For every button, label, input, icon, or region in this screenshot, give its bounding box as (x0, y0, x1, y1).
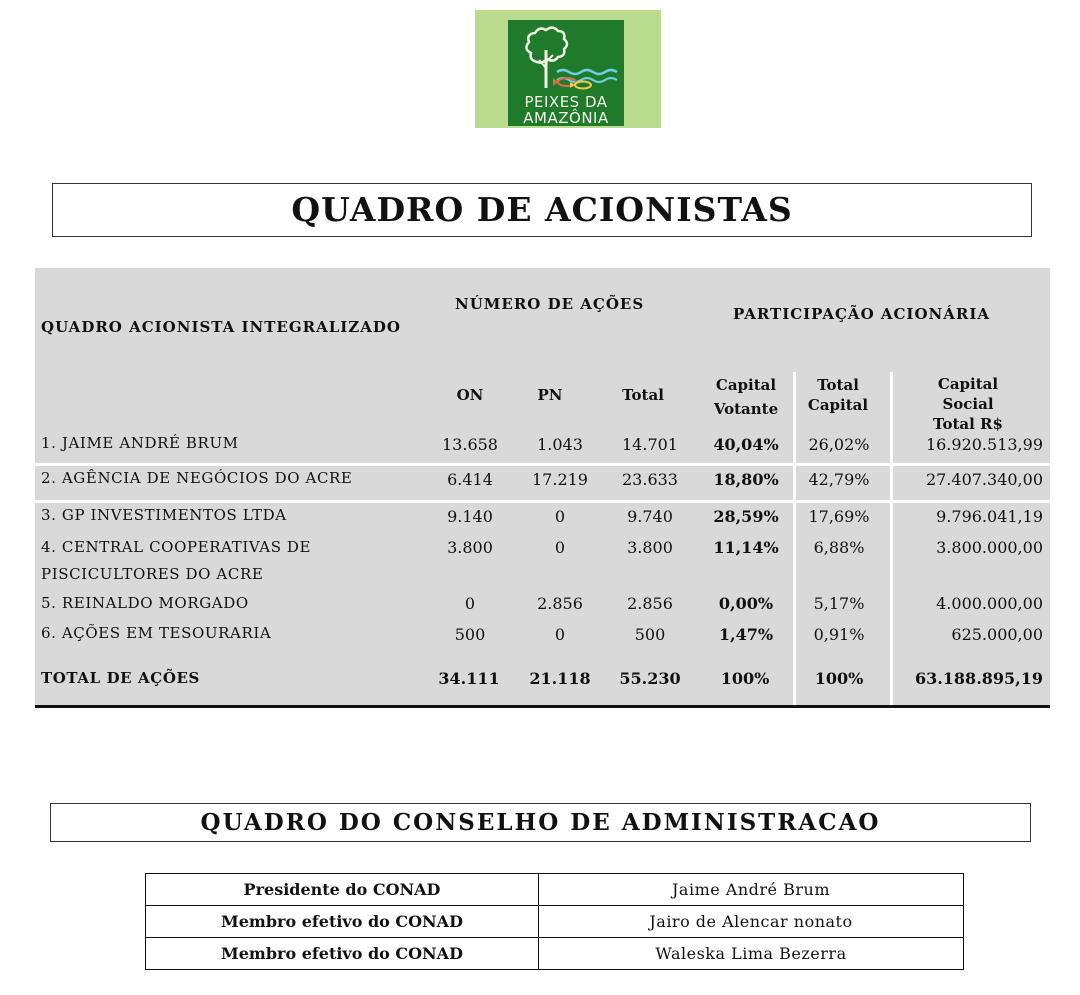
row-pn: 0 (554, 538, 566, 557)
row-name: 2. AGÊNCIA DE NEGÓCIOS DO ACRE (41, 469, 353, 487)
row-capital-social: 27.407.340,00 (925, 470, 1043, 489)
row-name: 3. GP INVESTIMENTOS LTDA (41, 506, 287, 524)
row-name: 6. AÇÕES EM TESOURARIA (41, 624, 272, 642)
row-on: 3.800 (447, 538, 493, 557)
row-on: 6.414 (447, 470, 493, 489)
totals-total-capital: 100% (814, 669, 864, 688)
row-capital-social: 625.000,00 (951, 625, 1043, 644)
col-header-total-capital-line1: Total (817, 376, 859, 394)
row-capital-social: 3.800.000,00 (936, 538, 1043, 557)
row-pn: 17.219 (532, 470, 588, 489)
col-header-total: Total (622, 386, 664, 404)
member-name: Jaime André Brum (539, 874, 964, 906)
col-header-total-capital-line2: Capital (807, 396, 869, 414)
row-total: 14.701 (622, 435, 678, 454)
row-pn: 2.856 (537, 594, 583, 613)
row-name-line2: PISCICULTORES DO ACRE (41, 565, 264, 583)
heading-participacao-acionaria: PARTICIPAÇÃO ACIONÁRIA (733, 305, 990, 323)
row-total-capital: 5,17% (813, 594, 865, 613)
row-on: 13.658 (442, 435, 498, 454)
row-total-capital: 17,69% (808, 507, 870, 526)
col-header-capital-votante-line2: Votante (713, 400, 779, 418)
row-total: 2.856 (627, 594, 673, 613)
member-name: Waleska Lima Bezerra (539, 938, 964, 970)
row-name: 5. REINALDO MORGADO (41, 594, 249, 612)
row-divider (35, 463, 1050, 466)
col-header-pn: PN (537, 386, 563, 404)
row-total-capital: 26,02% (808, 435, 870, 454)
row-total-capital: 0,91% (813, 625, 865, 644)
col-header-capital-social-line1: Capital (937, 375, 999, 393)
row-capital-social: 4.000.000,00 (936, 594, 1043, 613)
col-header-capital-votante-line1: Capital (715, 376, 777, 394)
row-on: 500 (454, 625, 486, 644)
totals-on: 34.111 (438, 669, 500, 688)
member-name: Jairo de Alencar nonato (539, 906, 964, 938)
row-divider (35, 500, 1050, 503)
heading-quadro-acionista: QUADRO ACIONISTA INTEGRALIZADO (41, 318, 401, 336)
row-capital-votante: 1,47% (718, 625, 774, 644)
col-header-capital-votante (700, 375, 792, 419)
row-total: 9.740 (627, 507, 673, 526)
col-header-capital-social-line3: Total R$ (933, 415, 1003, 433)
totals-capital-social: 63.188.895,19 (914, 669, 1043, 688)
row-capital-social: 9.796.041,19 (936, 507, 1043, 526)
row-pn: 0 (554, 507, 566, 526)
row-capital-social: 16.920.513,99 (925, 435, 1043, 454)
row-capital-votante: 28,59% (713, 507, 779, 526)
table-row (146, 938, 964, 970)
row-total: 3.800 (627, 538, 673, 557)
page-title: QUADRO DE ACIONISTAS (52, 183, 1032, 237)
row-total: 500 (634, 625, 666, 644)
row-total: 23.633 (622, 470, 678, 489)
member-role: Membro efetivo do CONAD (146, 938, 539, 970)
logo-text-line2: AMAZÔNIA (523, 109, 609, 127)
row-pn: 1.043 (537, 435, 583, 454)
row-capital-votante: 0,00% (718, 594, 774, 613)
row-total-capital: 42,79% (808, 470, 870, 489)
row-total-capital: 6,88% (813, 538, 865, 557)
member-role: Membro efetivo do CONAD (146, 906, 539, 938)
peixes-da-amazonia-logo (475, 10, 661, 128)
heading-numero-acoes: NÚMERO DE AÇÕES (455, 295, 645, 313)
row-capital-votante: 18,80% (713, 470, 779, 489)
totals-total: 55.230 (619, 669, 681, 688)
row-name: 4. CENTRAL COOPERATIVAS DE (41, 538, 312, 556)
totals-pn: 21.118 (529, 669, 591, 688)
table-row (146, 906, 964, 938)
col-header-on: ON (456, 386, 484, 404)
row-pn: 0 (554, 625, 566, 644)
conad-table (145, 873, 964, 970)
row-on: 0 (464, 594, 476, 613)
conad-title: QUADRO DO CONSELHO DE ADMINISTRACAO (50, 803, 1031, 842)
row-on: 9.140 (447, 507, 493, 526)
table-bottom-border (35, 705, 1050, 708)
col-header-capital-social (915, 374, 1021, 434)
totals-capital-votante: 100% (720, 669, 770, 688)
col-header-total-capital (796, 375, 880, 415)
row-name: 1. JAIME ANDRÉ BRUM (41, 434, 239, 452)
row-capital-votante: 40,04% (713, 435, 779, 454)
member-role: Presidente do CONAD (146, 874, 539, 906)
logo-text-line1: PEIXES DA (524, 93, 608, 111)
row-capital-votante: 11,14% (713, 538, 779, 557)
totals-label: TOTAL DE AÇÕES (41, 669, 200, 687)
column-divider (890, 372, 893, 705)
table-row (146, 874, 964, 906)
col-header-capital-social-line2: Social (942, 395, 994, 413)
